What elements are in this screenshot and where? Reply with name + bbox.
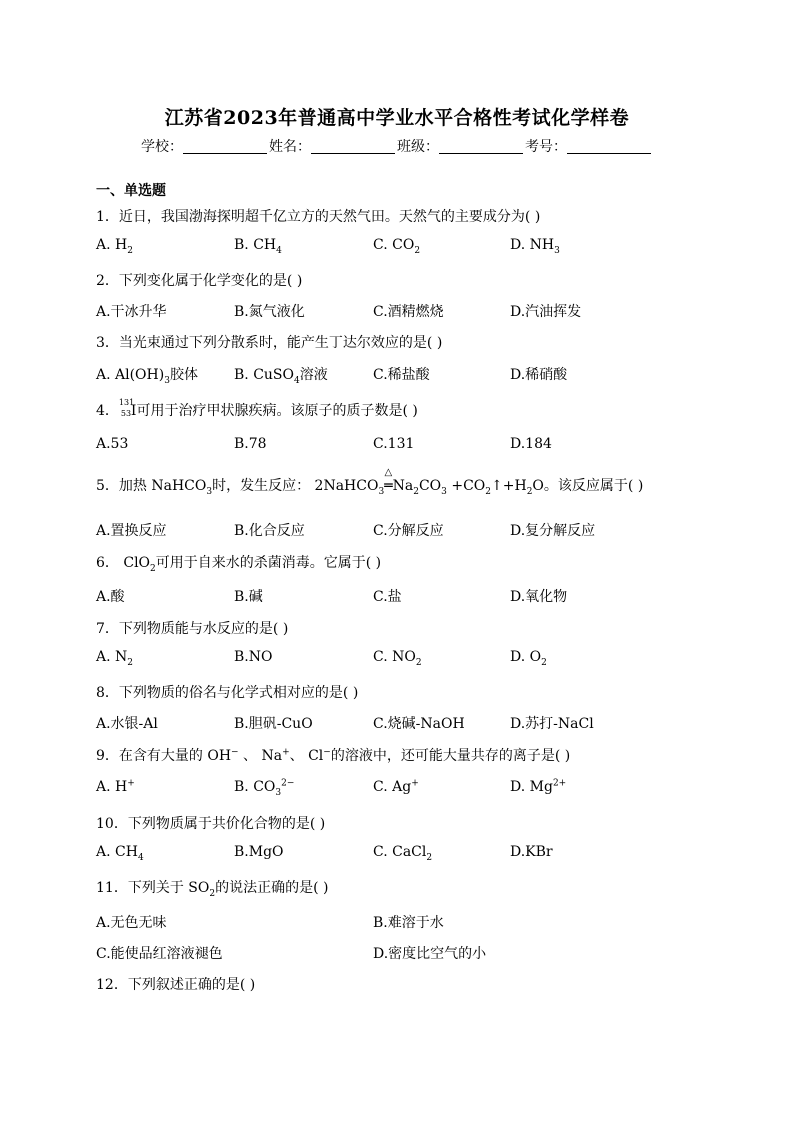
option-c[interactable]: C.烧碱-NaOH xyxy=(373,716,465,732)
question-11-options-row1 xyxy=(96,912,716,932)
question-10-options xyxy=(96,844,716,864)
school-blank[interactable] xyxy=(183,139,267,154)
option-b[interactable]: B. $CO_3^{2-}$ xyxy=(234,778,295,798)
question-2: 2．下列变化属于化学变化的是( ) xyxy=(96,273,303,289)
option-c[interactable]: C.能使品红溶液褪色 xyxy=(96,946,223,962)
option-d[interactable]: D.184 xyxy=(510,436,552,452)
class-label: 班级： xyxy=(397,139,439,155)
option-b[interactable]: B.胆矾-CuO xyxy=(234,716,313,732)
option-d[interactable]: D. $O_2$ xyxy=(510,649,547,668)
option-a[interactable]: A.无色无味 xyxy=(96,915,167,931)
question-11-options-row2 xyxy=(96,943,716,963)
class-blank[interactable] xyxy=(439,139,523,154)
question-9-options xyxy=(96,779,716,799)
option-d[interactable]: D.复分解反应 xyxy=(510,523,596,539)
heating-arrow: △ ═ xyxy=(384,467,393,494)
question-10: 10．下列物质属于共价化合物的是( ) xyxy=(96,816,326,832)
option-a[interactable]: A.干冰升华 xyxy=(96,304,167,320)
option-c[interactable]: C.稀盐酸 xyxy=(373,367,430,383)
question-5-options xyxy=(96,520,716,540)
question-7: 7．下列物质能与水反应的是( ) xyxy=(96,621,289,637)
option-c[interactable]: C.131 xyxy=(373,436,415,452)
option-c[interactable]: C. $CO_2$ xyxy=(373,237,421,256)
option-b[interactable]: B.MgO xyxy=(234,844,284,860)
option-a[interactable]: A. $CH_4$ xyxy=(96,844,144,863)
option-c[interactable]: C.分解反应 xyxy=(373,523,444,539)
question-2-options xyxy=(96,301,716,321)
question-4-options xyxy=(96,436,716,456)
question-1: 1．近日，我国渤海探明超千亿立方的天然气田。天然气的主要成分为( ) xyxy=(96,209,541,225)
option-a[interactable]: A. $N_2$ xyxy=(96,649,133,668)
option-d[interactable]: D.KBr xyxy=(510,844,553,860)
option-d[interactable]: D.汽油挥发 xyxy=(510,304,582,320)
option-b[interactable]: B.难溶于水 xyxy=(373,915,444,931)
number-label: 考号： xyxy=(525,139,567,155)
question-9: 9．在含有大量的 OH− 、 Na+、 Cl−的溶液中，还可能大量共存的离子是( ) xyxy=(96,747,571,764)
option-a[interactable]: A.置换反应 xyxy=(96,523,167,539)
option-a[interactable]: A.水银-Al xyxy=(96,716,158,732)
option-a[interactable]: A.53 xyxy=(96,436,129,452)
name-label: 姓名： xyxy=(269,139,311,155)
question-4: 4． 131 53 I可用于治疗甲状腺疾病。该原子的质子数是( ) xyxy=(96,398,418,419)
option-b[interactable]: B. CuSO$_4$溶液 xyxy=(234,367,328,386)
option-d[interactable]: D.稀硝酸 xyxy=(510,367,568,383)
question-6-options xyxy=(96,586,716,606)
question-11: 11．下列关于 $SO_2$的说法正确的是( ) xyxy=(96,880,329,899)
option-a[interactable]: A. H+ xyxy=(96,778,135,795)
question-6: 6． ClO$_2$可用于自来水的杀菌消毒。它属于( ) xyxy=(96,555,382,574)
option-b[interactable]: B.氮气液化 xyxy=(234,304,305,320)
question-3: 3．当光束通过下列分散系时，能产生丁达尔效应的是( ) xyxy=(96,335,443,351)
option-b[interactable]: B. $CH_4$ xyxy=(234,237,282,256)
name-blank[interactable] xyxy=(311,139,395,154)
question-7-options xyxy=(96,649,716,669)
question-3-options xyxy=(96,364,716,384)
option-b[interactable]: B.化合反应 xyxy=(234,523,305,539)
question-1-options xyxy=(96,237,716,257)
option-a[interactable]: A. $Al(OH)_3$胶体 xyxy=(96,367,198,386)
option-b[interactable]: B.NO xyxy=(234,649,273,665)
question-12: 12．下列叙述正确的是( ) xyxy=(96,977,256,993)
iodine-isotope: 131 53 xyxy=(118,398,135,418)
option-d[interactable]: D. $NH_3$ xyxy=(510,237,560,256)
option-c[interactable]: C. $NO_2$ xyxy=(373,649,422,668)
option-a[interactable]: A.酸 xyxy=(96,589,125,605)
option-c[interactable]: C. Ag+ xyxy=(373,778,419,795)
option-c[interactable]: C.酒精燃烧 xyxy=(373,304,444,320)
section-title: 一、单选题 xyxy=(96,183,166,199)
student-info-line xyxy=(0,136,794,156)
option-d[interactable]: D.密度比空气的小 xyxy=(373,946,487,962)
question-5: 5．加热 NaHCO$_3$时，发生反应： 2NaHCO$_3$ △ $═Na_2CO_3$ $+CO_2↑+H_2O$。该反应属于( ) xyxy=(96,467,644,497)
option-b[interactable]: B.碱 xyxy=(234,589,263,605)
option-d[interactable]: D.苏打-NaCl xyxy=(510,716,594,732)
exam-title: 江苏省2023年普通高中学业水平合格性考试化学样卷 xyxy=(164,107,630,129)
option-c[interactable]: C. CaCl$_2$ xyxy=(373,844,433,863)
option-b[interactable]: B.78 xyxy=(234,436,267,452)
question-8: 8．下列物质的俗名与化学式相对应的是( ) xyxy=(96,685,359,701)
option-a[interactable]: A. $H_2$ xyxy=(96,237,133,256)
option-c[interactable]: C.盐 xyxy=(373,589,402,605)
option-d[interactable]: D.氧化物 xyxy=(510,589,568,605)
school-label: 学校： xyxy=(141,139,183,155)
number-blank[interactable] xyxy=(567,139,651,154)
question-8-options xyxy=(96,713,716,733)
option-d[interactable]: D. $Mg^{2+}$ xyxy=(510,778,567,795)
